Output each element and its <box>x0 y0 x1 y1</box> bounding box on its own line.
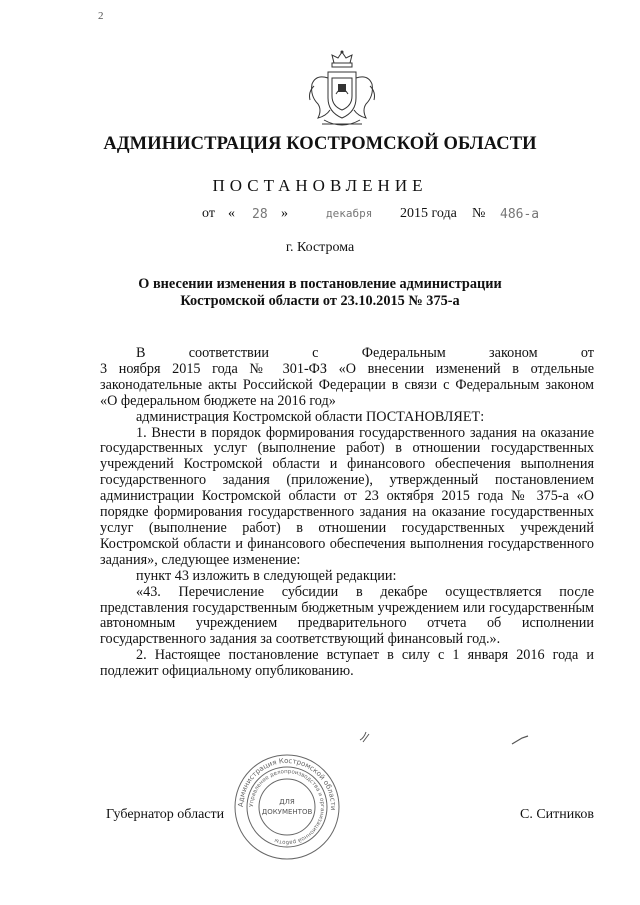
handwritten-mark <box>510 734 530 746</box>
dateline-month: декабря <box>326 207 373 220</box>
paragraph-1-line-1: В соответствии с Федеральным законом от <box>136 345 594 361</box>
paragraph-6: 2. Настоящее постановление вступает в силу с 1 января 2016 года и подлежит официальному опубликованию. <box>100 647 594 680</box>
paragraph-1-rest: 3 ноября 2015 года № 301-ФЗ «О внесении изменений в отдельные законодательные акты Российской Федерации в связи с Федеральным законом «О федеральном бюджете на 2016 год» <box>100 360 594 409</box>
dateline-number-sign: № <box>472 206 486 221</box>
paragraph-5: «43. Перечисление субсидии в декабре осуществляется после представления государственным бюджетным учреждением или государственным автономным учреждением предварительного отчета об исполнении государственного задания за соответствующий финансовый год.». <box>100 583 594 648</box>
subject-line-2: Костромской области от 23.10.2015 № 375-а <box>180 293 460 309</box>
dateline-year: 2015 года <box>400 206 457 221</box>
paragraph-2: администрация Костромской области ПОСТАНОВЛЯЕТ: <box>136 408 485 425</box>
paragraph-3: 1. Внести в порядок формирования государственного задания на оказание государственных услуг (выполнение работ) в отношении государственных учреждений Костромской области и финансового обеспечения выполнения государственного задания (приложение), утвержденный постановлением администрации Костромской области от 23 октября 2015 года № 375-а «О порядке формирования государственного задания на оказание государственных услуг (выполнение работ) в отношении государственных учреждений Костромской области и финансового обеспечения выполнения государственного задания», следующее изменение: <box>100 424 594 568</box>
dateline-number: 486-а <box>500 207 540 222</box>
document-subject <box>100 276 540 310</box>
dateline-quote-close: » <box>281 206 288 221</box>
subject-line-1: О внесении изменения в постановление администрации <box>138 276 502 292</box>
signatory-name: С. Ситников <box>520 807 594 822</box>
document-type: ПОСТАНОВЛЕНИЕ <box>212 176 428 195</box>
handwritten-mark <box>358 730 372 744</box>
dateline-prefix: от <box>202 206 215 221</box>
document-body <box>100 346 594 680</box>
stamp-center-line-2: ДОКУМЕНТОВ <box>261 808 313 816</box>
stamp-outer-ring-text: Администрация Костромской области <box>236 756 338 811</box>
paragraph-4: пункт 43 изложить в следующей редакции: <box>136 567 397 584</box>
stamp-center-line-1: ДЛЯ <box>279 798 295 806</box>
stamp-inner-ring-text: Управление делопроизводства и организационной работы <box>248 768 326 846</box>
city: г. Кострома <box>285 240 355 255</box>
dateline-day: 28 <box>252 207 268 222</box>
page-number: 2 <box>98 10 104 22</box>
coat-of-arms-emblem <box>302 48 382 132</box>
official-stamp <box>232 752 342 862</box>
dateline-quote-open: « <box>228 206 235 221</box>
handwritten-mark <box>572 594 586 606</box>
organization-title: АДМИНИСТРАЦИЯ КОСТРОМСКОЙ ОБЛАСТИ <box>103 134 537 154</box>
signatory-position: Губернатор области <box>106 807 225 822</box>
